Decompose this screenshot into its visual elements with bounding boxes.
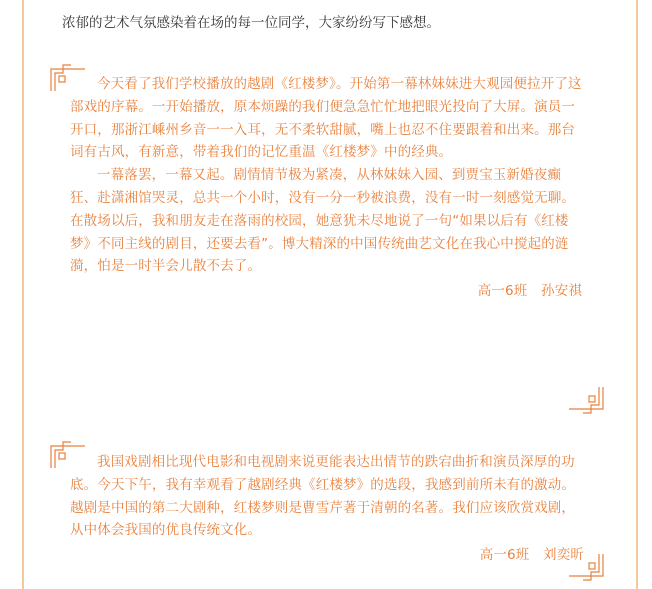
right-border-line: [636, 0, 638, 589]
corner-ornament-bottom-right-icon: [567, 385, 605, 415]
essay-1: [70, 73, 582, 303]
essay-2-author: 高一6班 刘奕昕: [479, 547, 584, 564]
intro-text: 浓郁的艺术气氛感染着在场的每一位同学，大家纷纷写下感想。: [62, 15, 440, 31]
essay-2: [70, 451, 584, 567]
essay-1-paragraph-2: 一幕落罢，一幕又起。剧情情节极为紧凑，从林妹妹入园、到贾宝玉新婚夜癫狂、赴潇湘馆哭灵，总共一个小时，没有一分一秒被浪费，没有一时一刻感觉无聊。在散场以后，我和朋友走在落雨的校园，她意犹未尽地说了一句“如果以后有《红楼梦》不同主线的剧目，还要去看”。博大精深的中国传统曲艺文化在我心中搅起的涟漪，怕是一时半会儿散不去了。: [70, 167, 576, 275]
essay-2-paragraph-1: 我国戏剧相比现代电影和电视剧来说更能表达出情节的跌宕曲折和演员深厚的功底。今天下午，我有幸观看了越剧经典《红楼梦》的选段，我感到前所未有的激动。越剧是中国的第二大剧种，红楼梦则是曹雪芹著于清朝的名著。我们应该欣赏戏剧，从中体会我国的优良传统文化。: [70, 454, 576, 539]
left-border-line: [22, 0, 24, 589]
essay-1-author: 高一6班 孙安祺: [477, 283, 582, 300]
corner-ornament-bottom-right-icon: [567, 552, 605, 582]
essay-1-paragraph-1: 今天看了我们学校播放的越剧《红楼梦》。开始第一幕林妹妹进大观园便拉开了这部戏的序幕。一开始播放，原本烦躁的我们便急急忙忙地把眼光投向了大屏。演员一开口，那浙江嵊州乡音一一入耳，无不柔软甜腻，嘴上也忍不住要跟着和出来。那台词有古风，有新意，带着我们的记忆重温《红楼梦》中的经典。: [70, 76, 582, 161]
